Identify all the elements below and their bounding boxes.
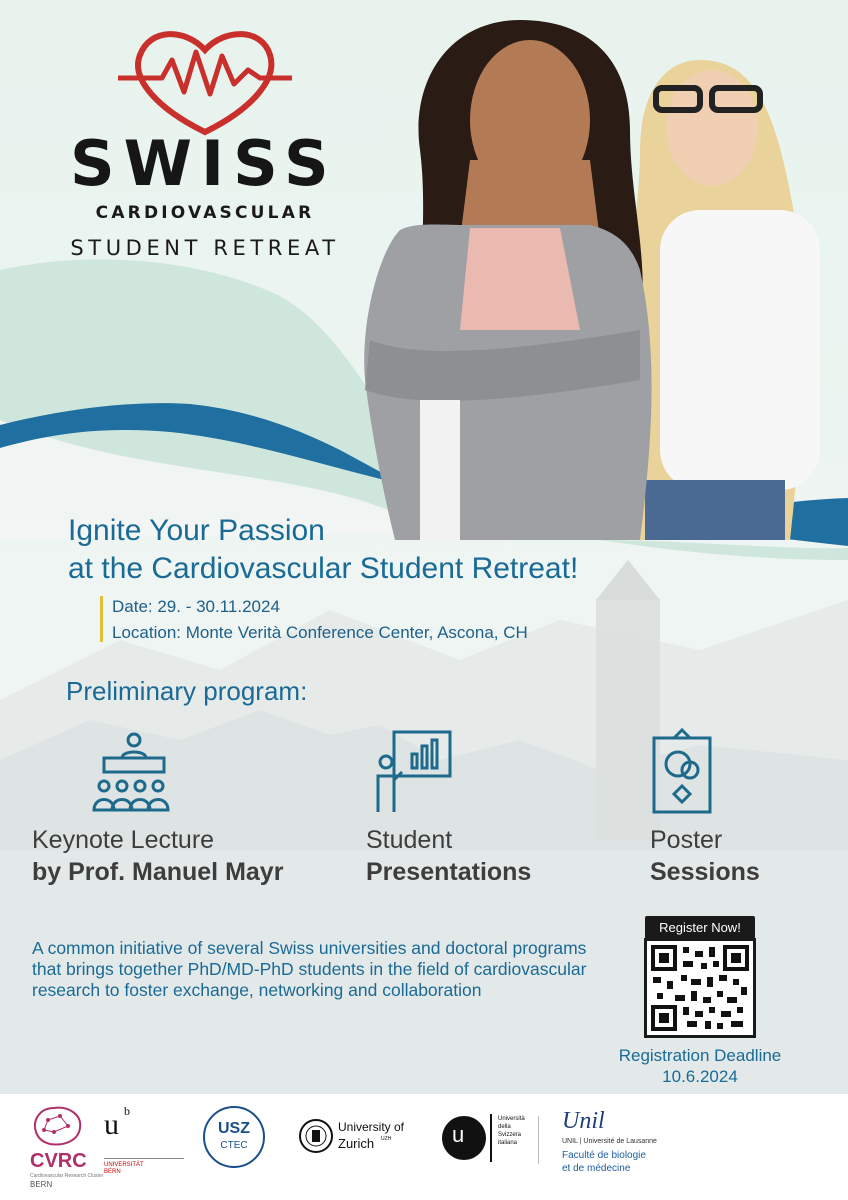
unibe-line1: UNIVERSITÄT [104,1162,144,1168]
logo-subtitle: CARDIOVASCULAR [95,203,315,223]
program-title: Preliminary program: [66,676,308,706]
unil-line1: UNIL | Université de Lausanne [562,1138,657,1145]
unil-line3: et de médecine [562,1163,631,1174]
event-date: Date: 29. - 30.11.2024 [112,597,280,616]
cvrc-city: BERN [30,1180,53,1189]
logo-tagline: STUDENT RETREAT [70,236,340,260]
usi-line4: italiana [498,1140,518,1146]
register-now-badge[interactable]: Register Now! [645,916,755,940]
program-item-3-line2: Sessions [650,858,760,886]
qr-code-icon [647,941,753,1035]
initiative-description: A common initiative of several Swiss universities and doctoral programs that brings together PhD/MD-PhD students in the field of cardiovascular research to foster exchange, networking and collaboration [32,938,587,1000]
cvrc-sub: Cardiovascular Research Cluster [30,1173,104,1179]
registration-qr-code[interactable] [644,938,756,1038]
presenter-chart-icon [372,728,456,818]
usz-name: USZ [218,1120,250,1137]
unibe-rule [104,1158,184,1159]
registration-deadline-label: Registration Deadline [618,1046,782,1065]
program-item-2-line1: Student [366,826,453,854]
program-item-1-line2: by Prof. Manuel Mayr [32,858,284,886]
cvrc-name: CVRC [30,1150,87,1172]
program-item-2-line2: Presentations [366,858,532,886]
headline-line-1: Ignite Your Passion [68,514,325,547]
usi-rule [490,1114,492,1162]
unibe-mark: u [104,1108,119,1141]
unibe-line2: BERN [104,1169,121,1175]
info-accent-bar [100,596,103,642]
program-item-1-line1: Keynote Lecture [32,826,215,854]
usi-line1: Università [498,1116,525,1122]
usi-mark: u [452,1122,465,1147]
poster-board-icon [650,726,714,816]
students-photo [364,20,820,540]
usi-line2: della [498,1124,511,1130]
uzh-seal-icon [298,1118,334,1154]
headline-line-2: at the Cardiovascular Student Retreat! [68,552,579,585]
uzh-sup: UZH [381,1136,392,1142]
usi-line3: Svizzera [498,1132,522,1138]
cvrc-map-icon [28,1102,88,1150]
usz-sub: CTEC [220,1140,248,1151]
logo-title: SWISS [70,127,338,200]
unil-line2: Faculté de biologie [562,1150,646,1161]
uzh-line2: Zurich [338,1136,375,1151]
unil-script: Unil [562,1108,605,1134]
unibe-sup: b [124,1104,130,1118]
program-item-3-line1: Poster [650,826,723,854]
unil-divider [538,1116,539,1164]
lecture-audience-icon [88,730,180,814]
registration-deadline-date: 10.6.2024 [662,1067,738,1086]
event-location: Location: Monte Verità Conference Center, Ascona, CH [112,623,528,642]
uzh-line1: University of [338,1120,405,1134]
partner-logos-footer [0,1094,848,1200]
